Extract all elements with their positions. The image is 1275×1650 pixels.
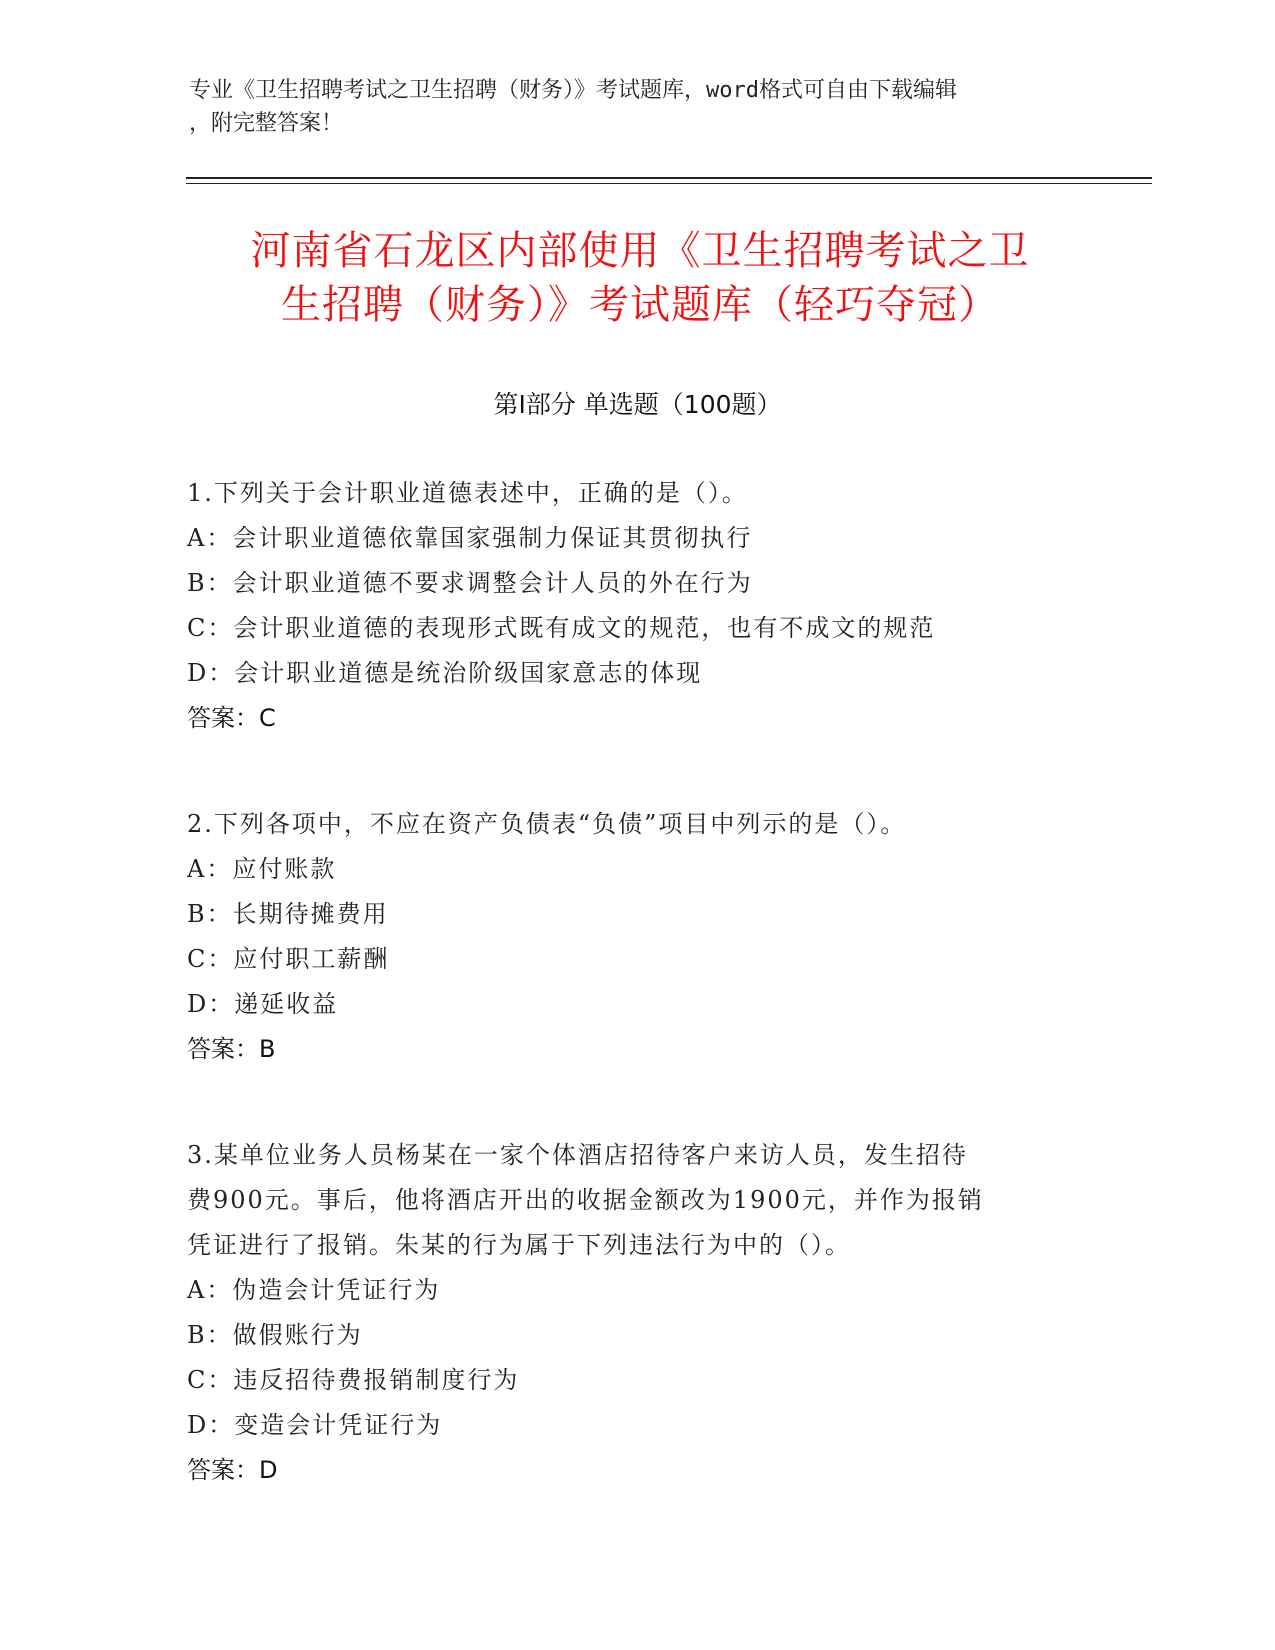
answer: 答案：C xyxy=(187,704,276,732)
section-title: 第Ⅰ部分 单选题（100题） xyxy=(493,390,782,419)
option-d: D：会计职业道德是统治阶级国家意志的体现 xyxy=(187,659,703,687)
option-b: B：做假账行为 xyxy=(187,1321,363,1349)
option-a: A：应付账款 xyxy=(187,855,337,883)
header-divider-thin xyxy=(186,183,1152,184)
option-b: B：会计职业道德不要求调整会计人员的外在行为 xyxy=(187,569,753,597)
question-stem-line-3: 凭证进行了报销。朱某的行为属于下列违法行为中的（）。 xyxy=(187,1231,851,1259)
question-stem: 2.下列各项中，不应在资产负债表“负债”项目中列示的是（）。 xyxy=(187,810,907,838)
header-divider-thick xyxy=(186,177,1152,179)
option-a: A：伪造会计凭证行为 xyxy=(187,1276,441,1304)
question-stem-line-1: 3.某单位业务人员杨某在一家个体酒店招待客户来访人员，发生招待 xyxy=(187,1141,968,1169)
option-d: D：递延收益 xyxy=(187,990,339,1018)
header-note-line-2: ，附完整答案！ xyxy=(189,111,344,136)
question-list xyxy=(187,471,1087,1554)
document-title-line-2: 生招聘（财务）》考试题库（轻巧夺冠） xyxy=(281,282,999,328)
question-2 xyxy=(187,802,1087,1072)
answer: 答案：B xyxy=(187,1035,276,1063)
header-note-line-1: 专业《卫生招聘考试之卫生招聘（财务）》考试题库，word格式可自由下载编辑 xyxy=(189,78,957,103)
option-c: C：应付职工薪酬 xyxy=(187,945,390,973)
question-stem: 1.下列关于会计职业道德表述中，正确的是（）。 xyxy=(187,479,748,507)
question-3 xyxy=(187,1133,1087,1493)
question-stem-line-2: 费900元。事后，他将酒店开出的收据金额改为1900元，并作为报销 xyxy=(187,1186,984,1214)
option-c: C：会计职业道德的表现形式既有成文的规范，也有不成文的规范 xyxy=(187,614,936,642)
answer: 答案：D xyxy=(187,1456,278,1484)
question-1 xyxy=(187,471,1087,741)
option-b: B：长期待摊费用 xyxy=(187,900,389,928)
option-a: A：会计职业道德依靠国家强制力保证其贯彻执行 xyxy=(187,524,753,552)
header-note xyxy=(189,74,1069,140)
document-title-line-1: 河南省石龙区内部使用《卫生招聘考试之卫 xyxy=(250,228,1030,274)
document-title xyxy=(190,224,1090,332)
option-c: C：违反招待费报销制度行为 xyxy=(187,1366,520,1394)
option-d: D：变造会计凭证行为 xyxy=(187,1411,443,1439)
